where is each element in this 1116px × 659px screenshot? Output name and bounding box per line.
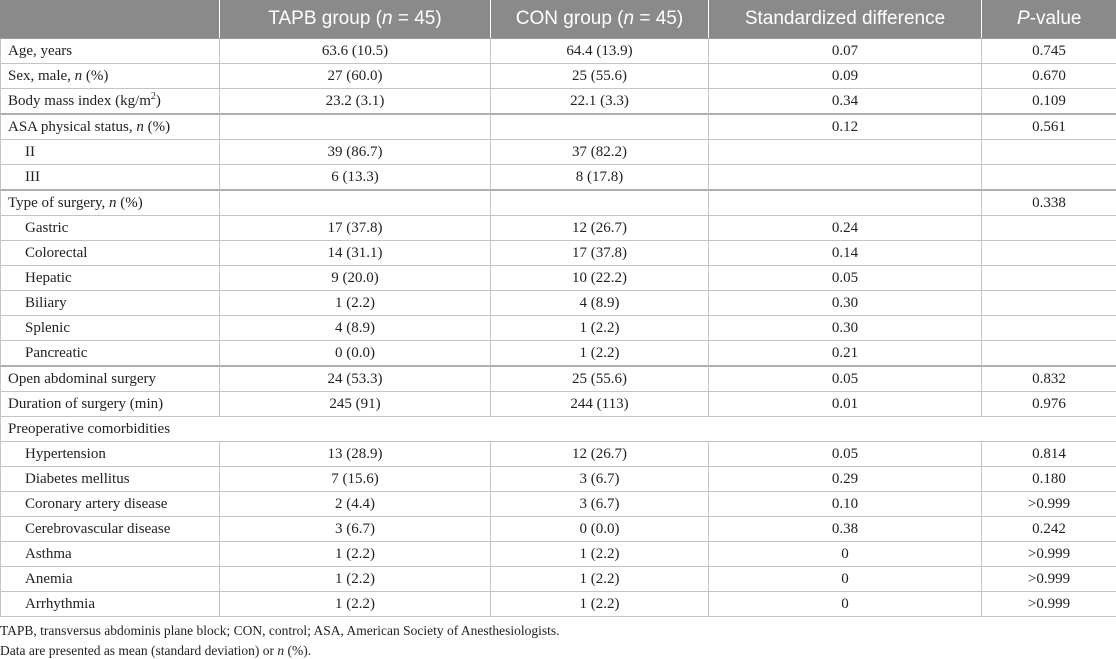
cell-p: [982, 165, 1116, 191]
cell-tapb: 14 (31.1): [220, 241, 491, 266]
table-row: [1, 517, 1116, 542]
cell-con: 37 (82.2): [491, 140, 709, 165]
row-label: Arrhythmia: [1, 592, 220, 617]
cell-p: >0.999: [982, 492, 1116, 517]
row-label: Coronary artery disease: [1, 492, 220, 517]
row-label: Pancreatic: [1, 341, 220, 367]
row-label: Hepatic: [1, 266, 220, 291]
cell-std: 0: [709, 542, 982, 567]
row-label: Duration of surgery (min): [1, 392, 220, 417]
cell-p: 0.109: [982, 89, 1116, 115]
cell-con: [491, 114, 709, 140]
row-label: Hypertension: [1, 442, 220, 467]
cell-std: 0.38: [709, 517, 982, 542]
cell-tapb: 1 (2.2): [220, 592, 491, 617]
table-row: [1, 39, 1116, 64]
cell-con: 1 (2.2): [491, 592, 709, 617]
header-p-value: P-value: [982, 0, 1116, 39]
cell-tapb: 2 (4.4): [220, 492, 491, 517]
cell-std: 0: [709, 592, 982, 617]
row-label: Biliary: [1, 291, 220, 316]
cell-tapb: 4 (8.9): [220, 316, 491, 341]
cell-tapb: [220, 190, 491, 216]
cell-std: 0.14: [709, 241, 982, 266]
cell-tapb: 24 (53.3): [220, 366, 491, 392]
cell-std: 0.09: [709, 64, 982, 89]
cell-p: [982, 291, 1116, 316]
cell-p: [982, 241, 1116, 266]
cell-std: 0.21: [709, 341, 982, 367]
cell-std: 0.01: [709, 392, 982, 417]
cell-p: 0.338: [982, 190, 1116, 216]
row-label: Gastric: [1, 216, 220, 241]
cell-tapb: [220, 114, 491, 140]
row-label: Splenic: [1, 316, 220, 341]
table-row: [1, 266, 1116, 291]
cell-p: >0.999: [982, 567, 1116, 592]
cell-tapb: 23.2 (3.1): [220, 89, 491, 115]
cell-std: 0.30: [709, 316, 982, 341]
cell-con: 8 (17.8): [491, 165, 709, 191]
row-label: Anemia: [1, 567, 220, 592]
footnote-abbreviations: TAPB, transversus abdominis plane block; CON, control; ASA, American Society of Anesthesiologists.: [0, 623, 560, 638]
cell-std: 0.30: [709, 291, 982, 316]
cell-p: [982, 216, 1116, 241]
table-row: [1, 542, 1116, 567]
table-row: [1, 392, 1116, 417]
cell-p: [982, 140, 1116, 165]
table-row: [1, 89, 1116, 115]
cell-tapb: 9 (20.0): [220, 266, 491, 291]
row-label: Diabetes mellitus: [1, 467, 220, 492]
cell-tapb: 6 (13.3): [220, 165, 491, 191]
cell-p: >0.999: [982, 542, 1116, 567]
row-label: Asthma: [1, 542, 220, 567]
row-label: Preoperative comorbidities: [1, 417, 1116, 442]
table-row: [1, 316, 1116, 341]
cell-tapb: 1 (2.2): [220, 291, 491, 316]
cell-std: [709, 190, 982, 216]
row-label: Age, years: [1, 39, 220, 64]
table-header-row: [1, 0, 1116, 39]
cell-std: 0.05: [709, 266, 982, 291]
cell-tapb: 1 (2.2): [220, 567, 491, 592]
cell-con: 25 (55.6): [491, 64, 709, 89]
cell-std: 0.24: [709, 216, 982, 241]
row-label: ASA physical status, n (%): [1, 114, 220, 140]
table-row: [1, 241, 1116, 266]
cell-con: 1 (2.2): [491, 341, 709, 367]
cell-p: 0.561: [982, 114, 1116, 140]
cell-con: 64.4 (13.9): [491, 39, 709, 64]
row-label: III: [1, 165, 220, 191]
cell-std: 0: [709, 567, 982, 592]
cell-tapb: 39 (86.7): [220, 140, 491, 165]
header-con-group: CON group (n = 45): [491, 0, 709, 39]
cell-con: 4 (8.9): [491, 291, 709, 316]
cell-con: [491, 190, 709, 216]
cell-p: >0.999: [982, 592, 1116, 617]
table-row: [1, 216, 1116, 241]
cell-std: [709, 140, 982, 165]
cell-con: 1 (2.2): [491, 316, 709, 341]
cell-con: 244 (113): [491, 392, 709, 417]
cell-p: 0.670: [982, 64, 1116, 89]
cell-std: 0.07: [709, 39, 982, 64]
cell-tapb: 63.6 (10.5): [220, 39, 491, 64]
cell-con: 3 (6.7): [491, 467, 709, 492]
table-row: [1, 592, 1116, 617]
cell-con: 1 (2.2): [491, 567, 709, 592]
table-row: [1, 291, 1116, 316]
table-row: [1, 467, 1116, 492]
table-row: [1, 140, 1116, 165]
table-row: [1, 341, 1116, 367]
table-row: [1, 190, 1116, 216]
cell-p: 0.832: [982, 366, 1116, 392]
cell-p: 0.814: [982, 442, 1116, 467]
cell-p: [982, 266, 1116, 291]
header-variable: [1, 0, 220, 39]
cell-con: 17 (37.8): [491, 241, 709, 266]
row-label: Cerebrovascular disease: [1, 517, 220, 542]
cell-std: [709, 165, 982, 191]
table-row: [1, 567, 1116, 592]
cell-p: 0.180: [982, 467, 1116, 492]
cell-tapb: 3 (6.7): [220, 517, 491, 542]
header-tapb-group: TAPB group (n = 45): [220, 0, 491, 39]
table-row: [1, 64, 1116, 89]
cell-std: 0.29: [709, 467, 982, 492]
cell-con: 22.1 (3.3): [491, 89, 709, 115]
cell-con: 3 (6.7): [491, 492, 709, 517]
cell-tapb: 245 (91): [220, 392, 491, 417]
cell-con: 12 (26.7): [491, 442, 709, 467]
header-standardized-difference: Standardized difference: [709, 0, 982, 39]
cell-p: 0.976: [982, 392, 1116, 417]
cell-con: 25 (55.6): [491, 366, 709, 392]
row-label: II: [1, 140, 220, 165]
table-row: [1, 417, 1116, 442]
table-row: [1, 114, 1116, 140]
cell-tapb: 0 (0.0): [220, 341, 491, 367]
table-row: [1, 492, 1116, 517]
cell-tapb: 7 (15.6): [220, 467, 491, 492]
cell-tapb: 17 (37.8): [220, 216, 491, 241]
cell-std: 0.10: [709, 492, 982, 517]
cell-tapb: 13 (28.9): [220, 442, 491, 467]
cell-con: 10 (22.2): [491, 266, 709, 291]
cell-std: 0.05: [709, 442, 982, 467]
footnote-data-presentation: Data are presented as mean (standard deviation) or n (%).: [0, 643, 312, 658]
cell-std: 0.12: [709, 114, 982, 140]
cell-p: 0.242: [982, 517, 1116, 542]
table-row: [1, 442, 1116, 467]
cell-con: 12 (26.7): [491, 216, 709, 241]
cell-tapb: 1 (2.2): [220, 542, 491, 567]
cell-p: [982, 316, 1116, 341]
row-label: Sex, male, n (%): [1, 64, 220, 89]
table-row: [1, 165, 1116, 191]
table-row: [1, 366, 1116, 392]
cell-p: [982, 341, 1116, 367]
cell-con: 0 (0.0): [491, 517, 709, 542]
cell-p: 0.745: [982, 39, 1116, 64]
cell-tapb: 27 (60.0): [220, 64, 491, 89]
cell-std: 0.05: [709, 366, 982, 392]
row-label: Colorectal: [1, 241, 220, 266]
row-label: Body mass index $(kg/m^2)$: [1, 89, 220, 115]
cell-con: 1 (2.2): [491, 542, 709, 567]
row-label: Type of surgery, n (%): [1, 190, 220, 216]
cell-std: 0.34: [709, 89, 982, 115]
row-label: Open abdominal surgery: [1, 366, 220, 392]
